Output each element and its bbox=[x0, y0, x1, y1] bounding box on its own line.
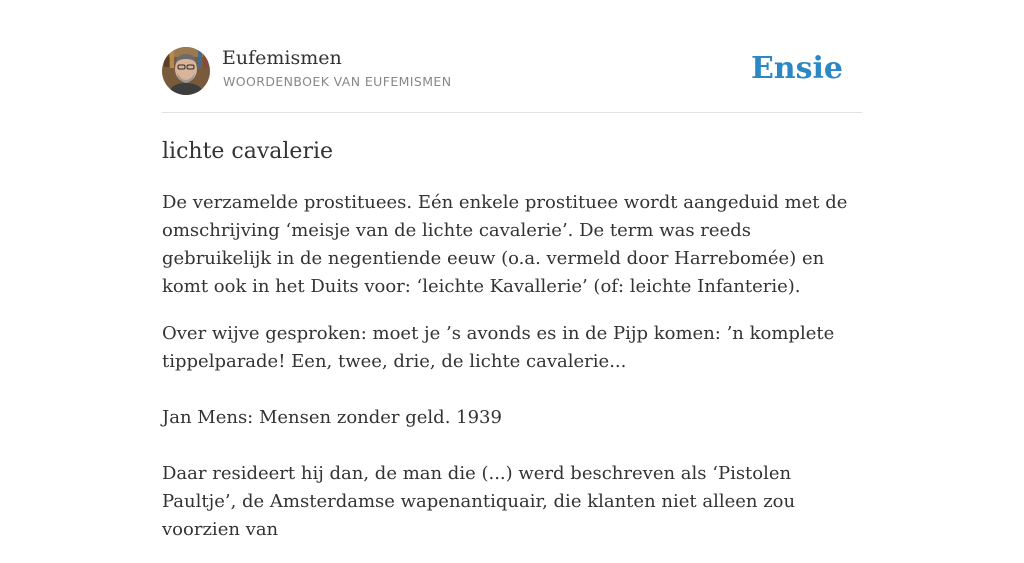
avatar-portrait-icon bbox=[162, 47, 210, 95]
quote-block bbox=[162, 320, 862, 544]
spacer bbox=[162, 432, 862, 460]
quote-text-second: Daar resideert hij dan, de man die (...) werd beschreven als ‘Pistolen Paultje’, de Amsterdamse wapenantiquair, die klanten niet alleen zou voorzien van bbox=[162, 463, 796, 540]
ensie-logo-link[interactable]: Ensie bbox=[750, 51, 843, 86]
quote-source: Jan Mens: Mensen zonder geld. 1939 bbox=[162, 407, 502, 428]
page-container bbox=[162, 0, 862, 540]
header bbox=[162, 0, 862, 113]
avatar[interactable] bbox=[162, 47, 210, 95]
entry-title: lichte cavalerie bbox=[162, 139, 334, 164]
author-name[interactable]: Eufemismen bbox=[222, 47, 342, 69]
definition-paragraph: De verzamelde prostituees. Eén enkele prostituee wordt aangeduid met de omschrijving ‘meisje van de lichte cavalerie’. De term was reeds gebruikelijk in de negentiende eeuw (o.a. vermeld door Harrebomée) en komt ook in het Duits voor: ‘leichte Kavallerie’ (of: leichte Infanterie). bbox=[162, 192, 848, 297]
entry-content bbox=[162, 189, 862, 563]
quote-text: Over wijve gesproken: moet je ’s avonds es in de Pijp komen: ’n komplete tippelparade! Een, twee, drie, de lichte cavalerie... bbox=[162, 323, 835, 372]
spacer bbox=[162, 376, 862, 404]
author-subtitle[interactable]: WOORDENBOEK VAN EUFEMISMEN bbox=[223, 74, 452, 89]
